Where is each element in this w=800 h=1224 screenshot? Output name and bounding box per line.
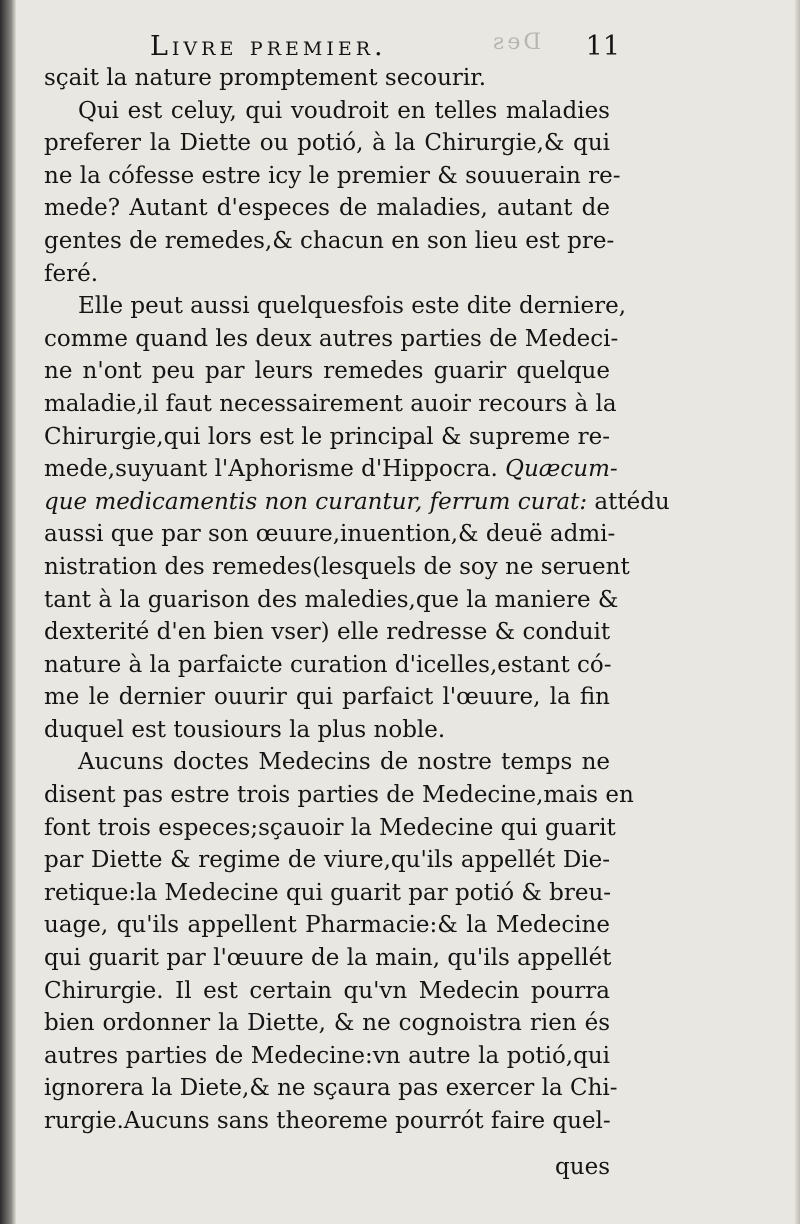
- text-line: nistration des remedes(lesquels de soy ne seruent: [44, 553, 630, 580]
- text-line: mede? Autant d'especes de maladies, autant de: [44, 195, 610, 222]
- running-header: [150, 30, 620, 64]
- text-line: preferer la Diette ou potió, à la Chirurgie,& qui: [44, 130, 610, 157]
- text-line: Elle peut aussi quelquesfois este dite derniere,: [78, 293, 627, 320]
- text-line: Chirurgie. Il est certain qu'vn Medecin pourra: [44, 977, 610, 1004]
- text-line: par Diette & regime de viure,qu'ils appellét Die-: [44, 847, 610, 874]
- text-line: retique:la Medecine qui guarit par potió & breu-: [44, 879, 612, 906]
- running-title: Livre premier.: [150, 31, 387, 62]
- text-line: mede,suyuant l'Aphorisme d'Hippocra. Quæcum-: [44, 456, 618, 483]
- text-line: maladie,il faut necessairement auoir recours à la: [44, 390, 617, 417]
- text-line: ignorera la Diete,& ne sçaura pas exercer la Chi-: [44, 1075, 618, 1102]
- text-line: dexterité d'en bien vser) elle redresse & conduit: [44, 619, 611, 646]
- text-line: gentes de remedes,& chacun en son lieu est pre-: [44, 227, 615, 254]
- text-line: ne n'ont peu par leurs remedes guarir quelque: [44, 358, 610, 385]
- text-line: disent pas estre trois parties de Medecine,mais en: [44, 782, 634, 809]
- page-number: 11: [585, 31, 620, 62]
- text-line: bien ordonner la Diette, & ne cognoistra rien és: [44, 1010, 610, 1037]
- binding-gutter: [0, 0, 16, 1224]
- page-edge: [794, 0, 800, 1224]
- text-line: me le dernier ouurir qui parfaict l'œuure, la fin: [44, 684, 610, 711]
- text-line: aussi que par son œuure,inuention,& deuë admi-: [44, 521, 616, 548]
- text-line: duquel est tousiours la plus noble.: [44, 716, 446, 743]
- catchword: ques: [555, 1154, 610, 1180]
- text-line: qui guarit par l'œuure de la main, qu'ils appellét: [44, 945, 612, 972]
- text-line: Qui est celuy, qui voudroit en telles maladies: [78, 97, 610, 124]
- text-line: comme quand les deux autres parties de Medeci-: [44, 325, 619, 352]
- text-line: rurgie.Aucuns sans theoreme pourrót faire quel-: [44, 1108, 611, 1134]
- text-line: uage, qu'ils appellent Pharmacie:& la Medecine: [44, 912, 610, 939]
- text-line: Chirurgie,qui lors est le principal & supreme re-: [44, 423, 610, 450]
- text-line: feré.: [44, 260, 99, 287]
- text-line: ne la cófesse estre icy le premier & souuerain re-: [44, 162, 621, 189]
- text-line: sçait la nature promptement secourir.: [44, 65, 487, 91]
- text-line: tant à la guarison des maledies,que la maniere &: [44, 586, 619, 613]
- text-line: nature à la parfaicte curation d'icelles,estant có-: [44, 651, 612, 678]
- body-text: [44, 62, 670, 1138]
- text-line: Aucuns doctes Medecins de nostre temps ne: [78, 749, 610, 776]
- text-line: autres parties de Medecine:vn autre la potió,qui: [44, 1042, 610, 1069]
- text-line: que medicamentis non curantur, ferrum curat: attédu: [44, 488, 670, 515]
- text-line: font trois especes;sçauoir la Medecine qui guarit: [44, 814, 616, 841]
- bleed-through-text: Des: [490, 30, 541, 55]
